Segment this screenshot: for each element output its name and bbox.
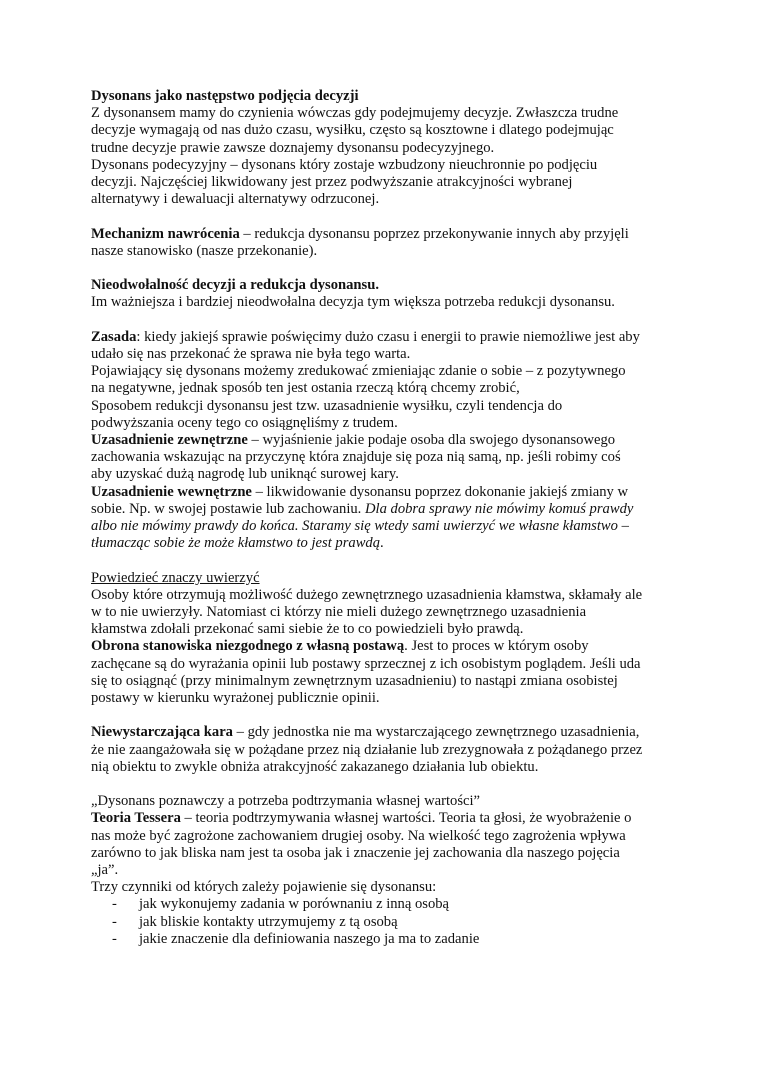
section-mechanizm-nawrocenia <box>91 226 681 260</box>
section-teoria-tessera <box>91 793 681 948</box>
paragraph-line: Pojawiający się dysonans możemy zredukować zmieniając zdanie o sobie – z pozytywnego <box>91 363 626 380</box>
paragraph-line: udało się nas przekonać że sprawa nie była tego warta. <box>91 346 411 362</box>
section-heading: Dysonans jako następstwo podjęcia decyzji <box>91 88 359 104</box>
section-dysonans-podecyzyjny <box>91 88 681 208</box>
section-powiedziec-znaczy-uwierzyc <box>91 570 681 708</box>
factor-list <box>91 896 681 948</box>
paragraph-line: nią obiektu to zwykle obniża atrakcyjność zakazanego działania lub obiektu. <box>91 758 539 775</box>
term-heading: Teoria Tessera <box>91 810 181 827</box>
paragraph-line: alternatywy i dewaluacji alternatywy odrzuconej. <box>91 191 380 208</box>
paragraph-line: postawy w kierunku wyrażonej publicznie opinii. <box>91 690 380 707</box>
term-heading: Uzasadnienie wewnętrzne <box>91 483 252 500</box>
paragraph-line: trudne decyzje prawie zawsze doznajemy dysonansu podecyzyjnego. <box>91 139 495 156</box>
paragraph-line: decyzje wymagają od nas dużo czasu, wysiłku, często są kosztowne i dlatego podejmując <box>91 122 614 139</box>
paragraph-line: Z dysonansem mamy do czynienia wówczas gdy podejmujemy decyzje. Zwłaszcza trudne <box>91 105 619 122</box>
term-heading: Obrona stanowiska niezgodnego z własną postawą <box>91 638 405 655</box>
paragraph-line: że nie zaangażowała się w pożądane przez nią działanie lub zrezygnowała z pożądanego przez <box>91 741 643 758</box>
paragraph-line: aby uzyskać dużą nagrodę lub uniknąć surowej kary. <box>91 466 399 483</box>
paragraph-text: – teoria podtrzymywania własnej wartości. Teoria ta głosi, że wyobrażenie o <box>180 810 632 827</box>
section-nieodwolalnosc <box>91 277 681 311</box>
section-heading: „Dysonans poznawczy a potrzeba podtrzymania własnej wartości” <box>91 793 481 810</box>
paragraph-line: nasze stanowisko (nasze przekonanie). <box>91 242 318 259</box>
paragraph-text: . Jest to proces w którym osoby <box>404 638 589 655</box>
list-item: - jak wykonujemy zadania w porównaniu z inną osobą <box>112 896 450 913</box>
italic-example: albo nie mówimy prawdy do końca. Staramy się wtedy sami uwierzyć we własne kłamstwo – <box>91 518 629 535</box>
paragraph-line: zachowania wskazując na przyczynę która znajduje się poza nią samą, np. jeśli robimy coś <box>91 449 621 466</box>
italic-example: Dla dobra sprawy nie mówimy komuś prawdy <box>364 500 634 517</box>
list-item: - jak bliskie kontakty utrzymujemy z tą osobą <box>112 913 398 930</box>
paragraph-line: nas może być zagrożone zachowaniem drugiej osoby. Na wielkość tego zagrożenia wpływa <box>91 827 626 844</box>
paragraph-text: – wyjaśnienie jakie podaje osoba dla swojego dysonansowego <box>247 432 616 449</box>
term-heading: Uzasadnienie zewnętrzne <box>91 432 248 449</box>
paragraph-line: Dysonans podecyzyjny – dysonans który zostaje wzbudzony nieuchronnie po podjęciu <box>91 156 598 173</box>
list-item: - jakie znaczenie dla definiowania naszego ja ma to zadanie <box>112 930 480 947</box>
term-heading: Zasada <box>91 328 137 345</box>
paragraph-text: – redukcja dysonansu poprzez przekonywanie innych aby przyjęli <box>239 225 629 242</box>
paragraph-line: Osoby które otrzymują możliwość dużego zewnętrznego uzasadnienia kłamstwa, skłamały ale <box>91 586 643 603</box>
paragraph-line: w to nie uwierzyły. Natomiast ci którzy nie mieli dużego zewnętrznego uzasadnienia <box>91 604 587 621</box>
paragraph-line: Trzy czynniki od których zależy pojawienie się dysonansu: <box>91 879 437 896</box>
paragraph-line: podwyższania oceny tego co osiągnęliśmy z trudem. <box>91 414 398 431</box>
paragraph-text: . <box>380 535 384 552</box>
dash-bullet: - <box>112 930 117 947</box>
term-heading: Niewystarczająca kara <box>91 724 233 741</box>
dash-bullet: - <box>112 913 117 930</box>
paragraph-text: – gdy jednostka nie ma wystarczającego zewnętrznego uzasadnienia, <box>232 724 640 741</box>
paragraph-line: się to osiągnąć (przy minimalnym zewnętrznym uzasadnieniu) to nastąpi zmiana osobistej <box>91 672 618 689</box>
paragraph-line: Im ważniejsza i bardziej nieodwołalna decyzja tym większa potrzeba redukcji dysonansu. <box>91 294 615 311</box>
section-heading: Powiedzieć znaczy uwierzyć <box>91 569 260 586</box>
section-heading: Nieodwołalność decyzji a redukcja dysonansu. <box>91 277 379 294</box>
dash-bullet: - <box>112 896 117 913</box>
paragraph-line: na negatywne, jednak sposób ten jest ostania rzeczą którą chcemy zrobić, <box>91 380 520 397</box>
paragraph-text: sobie. Np. w swojej postawie lub zachowaniu. <box>91 500 365 517</box>
paragraph-line: kłamstwa zdołali przekonać sami siebie że to co powiedzieli było prawdą. <box>91 621 524 638</box>
paragraph-line: Sposobem redukcji dysonansu jest tzw. uzasadnienie wysiłku, czyli tendencja do <box>91 397 563 414</box>
italic-example: tłumacząc sobie że może kłamstwo to jest prawdą <box>91 535 381 552</box>
paragraph-line: „ja”. <box>91 862 119 879</box>
paragraph-text: – likwidowanie dysonansu poprzez dokonanie jakiejś zmiany w <box>251 483 629 500</box>
paragraph-line: zachęcane są do wyrażania opinii lub postawy sprzecznej z ich osobistym poglądem. Jeśli uda <box>91 655 641 672</box>
section-zasada <box>91 329 681 553</box>
paragraph-text: : kiedy jakiejś sprawie poświęcimy dużo czasu i energii to prawie niemożliwe jest aby <box>136 328 640 345</box>
term-heading: Mechanizm nawrócenia <box>91 225 240 242</box>
paragraph-line: decyzji. Najczęściej likwidowany jest przez podwyższanie atrakcyjności wybranej <box>91 174 573 191</box>
document-page <box>91 88 681 965</box>
section-niewystarczajaca-kara <box>91 724 681 776</box>
paragraph-line: zarówno to jak bliska nam jest ta osoba jak i znaczenie jej zachowania dla naszego pojęcia <box>91 844 620 861</box>
